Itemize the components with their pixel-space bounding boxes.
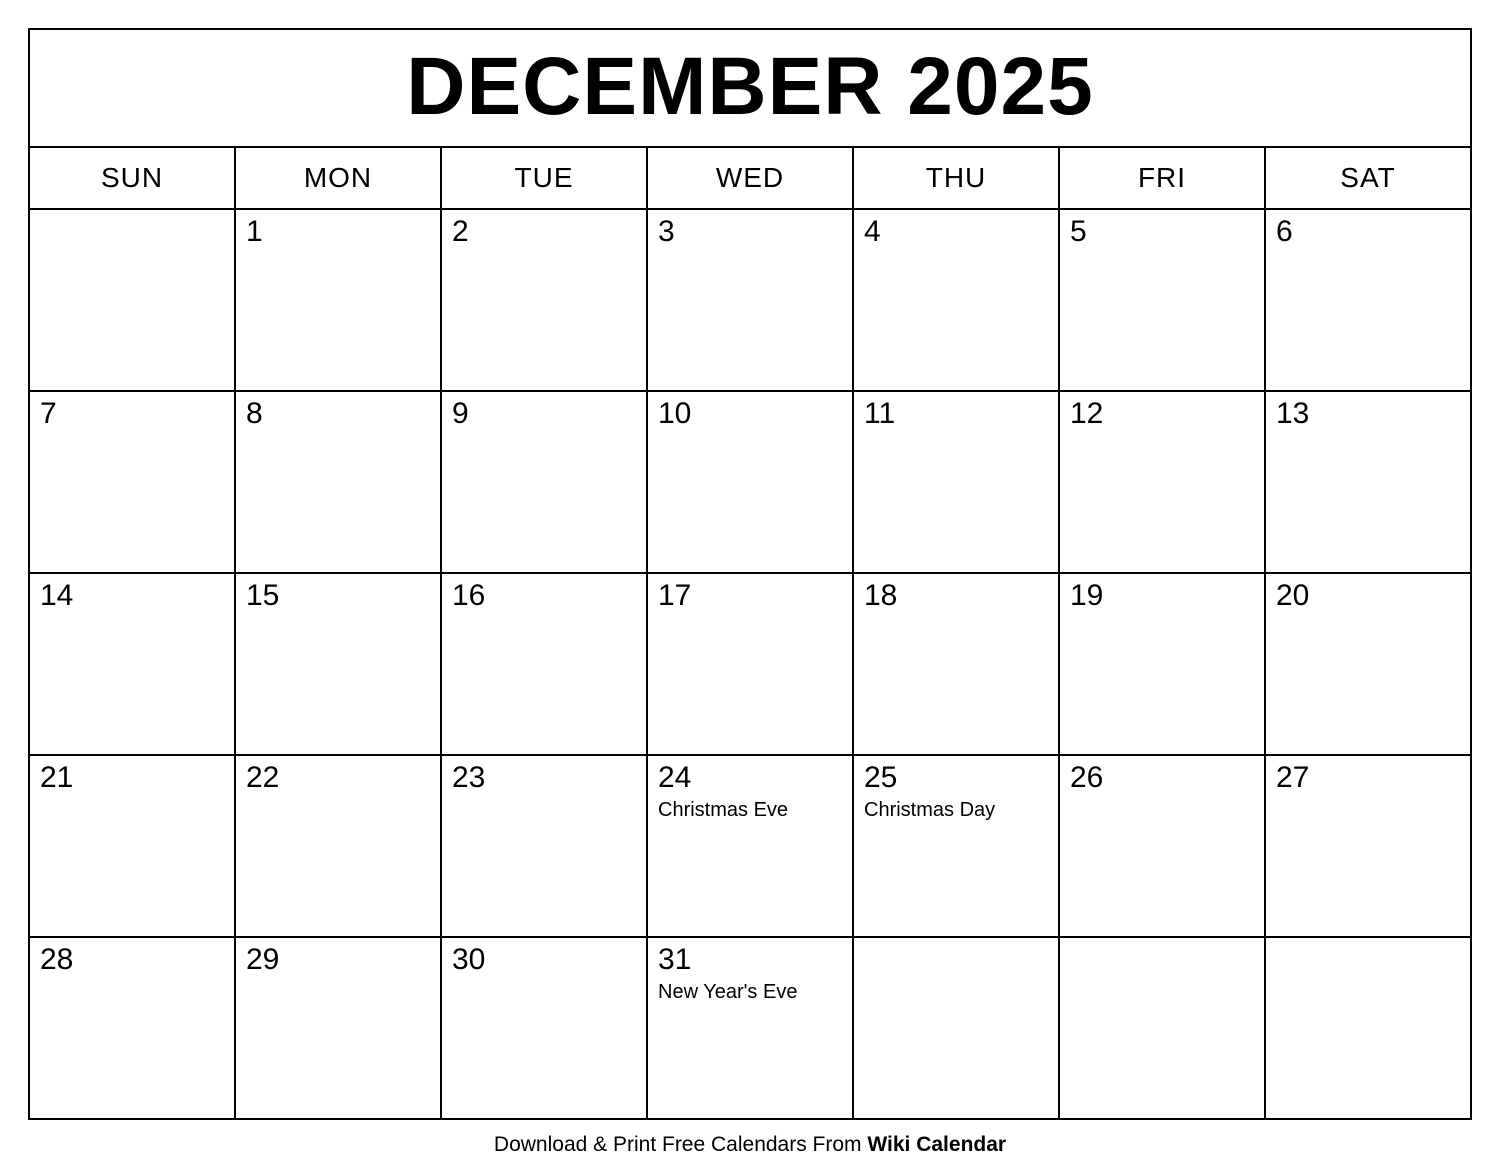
day-cell[interactable] <box>647 391 853 573</box>
day-cell[interactable] <box>441 937 647 1119</box>
day-cell[interactable] <box>1059 755 1265 937</box>
weekday-header-thu: THU <box>853 147 1059 209</box>
weekday-header-row <box>29 147 1471 209</box>
day-number: 1 <box>246 215 263 249</box>
day-number: 9 <box>452 397 469 431</box>
day-number: 17 <box>658 579 692 613</box>
day-cell[interactable] <box>235 391 441 573</box>
day-cell[interactable] <box>647 937 853 1119</box>
day-number: 5 <box>1070 215 1087 249</box>
day-cell[interactable] <box>29 391 235 573</box>
day-cell[interactable] <box>1265 573 1471 755</box>
day-cell[interactable] <box>1059 937 1265 1119</box>
week-row <box>29 755 1471 937</box>
page-title: DECEMBER 2025 <box>406 41 1094 132</box>
day-cell[interactable] <box>1265 755 1471 937</box>
day-number: 21 <box>40 761 74 795</box>
day-cell[interactable] <box>235 755 441 937</box>
day-cell[interactable] <box>1059 391 1265 573</box>
week-row <box>29 209 1471 391</box>
day-event: Christmas Day <box>864 798 996 821</box>
day-number: 6 <box>1276 215 1293 249</box>
day-cell[interactable] <box>235 209 441 391</box>
day-number: 28 <box>40 943 74 977</box>
day-number: 10 <box>658 397 692 431</box>
day-number: 22 <box>246 761 280 795</box>
day-event: Christmas Eve <box>658 798 789 821</box>
week-row <box>29 573 1471 755</box>
day-number: 7 <box>40 397 57 431</box>
day-cell[interactable] <box>235 937 441 1119</box>
day-cell[interactable] <box>441 755 647 937</box>
day-cell[interactable] <box>647 209 853 391</box>
day-number: 24 <box>658 761 692 795</box>
day-cell[interactable] <box>1265 937 1471 1119</box>
day-number: 26 <box>1070 761 1104 795</box>
day-number: 13 <box>1276 397 1310 431</box>
day-number: 14 <box>40 579 74 613</box>
day-cell[interactable] <box>441 391 647 573</box>
day-cell[interactable] <box>1059 573 1265 755</box>
day-cell[interactable] <box>29 937 235 1119</box>
weekday-header-wed: WED <box>647 147 853 209</box>
footer <box>28 1120 1472 1157</box>
day-cell[interactable] <box>1265 209 1471 391</box>
day-cell[interactable] <box>1059 209 1265 391</box>
weekday-header-sun: SUN <box>29 147 235 209</box>
day-number: 8 <box>246 397 263 431</box>
day-cell[interactable] <box>853 755 1059 937</box>
weekday-header-sat: SAT <box>1265 147 1471 209</box>
weekday-header-fri: FRI <box>1059 147 1265 209</box>
day-number: 23 <box>452 761 486 795</box>
day-cell[interactable] <box>441 573 647 755</box>
day-number: 15 <box>246 579 280 613</box>
day-number: 18 <box>864 579 898 613</box>
day-number: 30 <box>452 943 486 977</box>
day-cell[interactable] <box>853 937 1059 1119</box>
day-cell[interactable] <box>441 209 647 391</box>
day-number: 31 <box>658 943 692 977</box>
day-number: 4 <box>864 215 881 249</box>
day-cell[interactable] <box>235 573 441 755</box>
day-number: 2 <box>452 215 469 249</box>
day-cell[interactable] <box>647 755 853 937</box>
day-number: 16 <box>452 579 486 613</box>
day-number: 29 <box>246 943 280 977</box>
month-calendar <box>28 28 1472 1120</box>
day-number: 3 <box>658 215 675 249</box>
day-event: New Year's Eve <box>658 980 798 1003</box>
week-row <box>29 391 1471 573</box>
day-cell[interactable] <box>1265 391 1471 573</box>
calendar-title-cell <box>29 29 1471 147</box>
footer-text: Download & Print Free Calendars From <box>493 1133 868 1157</box>
weekday-header-tue: TUE <box>441 147 647 209</box>
day-cell[interactable] <box>29 755 235 937</box>
footer-brand-link[interactable]: Wiki Calendar <box>867 1133 1007 1157</box>
calendar-title-row <box>29 29 1471 147</box>
day-number: 20 <box>1276 579 1310 613</box>
day-cell[interactable] <box>853 209 1059 391</box>
weekday-header-mon: MON <box>235 147 441 209</box>
day-number: 25 <box>864 761 898 795</box>
day-cell[interactable] <box>853 573 1059 755</box>
day-cell[interactable] <box>29 209 235 391</box>
day-cell[interactable] <box>647 573 853 755</box>
week-row <box>29 937 1471 1119</box>
day-cell[interactable] <box>29 573 235 755</box>
day-number: 11 <box>864 397 896 431</box>
day-number: 12 <box>1070 397 1104 431</box>
day-cell[interactable] <box>853 391 1059 573</box>
day-number: 27 <box>1276 761 1310 795</box>
day-number: 19 <box>1070 579 1104 613</box>
